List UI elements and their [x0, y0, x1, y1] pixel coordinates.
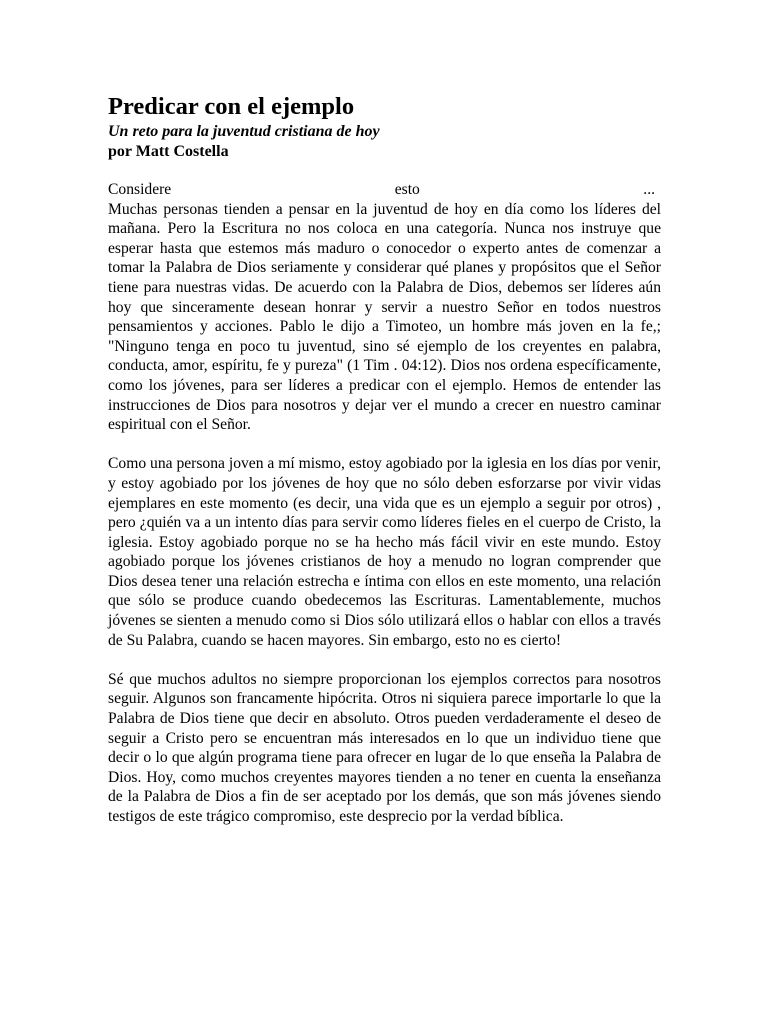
author-byline: por Matt Costella [108, 143, 229, 160]
ellipsis: ... [643, 181, 655, 198]
consider-word: Considere [108, 181, 172, 198]
document-page [108, 92, 661, 846]
paragraph-2: Como una persona joven a mí mismo, estoy agobiado por la iglesia en los días por venir, y estoy agobiado por los jóvenes de hoy que no sólo deben esforzarse por vivir vidas ejemplares en este momento (es decir, una vida que es un ejemplo a seguir por otros) , pero ¿quién va a un intento días para servir como líderes fieles en el cuerpo de Cristo, la iglesia. Estoy agobiado porque no se ha hecho más fácil vivir en este mundo. Estoy agobiado porque los jóvenes cristianos de hoy a menudo no logran comprender que Dios desea tener una relación estrecha e íntima con ellos en este momento, una relación que sólo se produce cuando obedecemos las Escrituras. Lamentablemente, muchos jóvenes se sienten a menudo como si Dios sólo utilizará ellos o hablar con ellos a través de Su Palabra, cuando se hacen mayores. Sin embargo, esto no es cierto! [108, 455, 661, 649]
consider-line [108, 180, 661, 200]
paragraph-1 [108, 180, 661, 435]
esto-word: esto [394, 181, 420, 198]
document-subtitle: Un reto para la juventud cristiana de hoy [108, 123, 380, 140]
paragraph-3: Sé que muchos adultos no siempre proporcionan los ejemplos correctos para nosotros seguir. Algunos son francamente hipócrita. Otros ni siquiera parece importarle lo que la Palabra de Dios tiene que decir en absoluto. Otros pueden verdaderamente el deseo de seguir a Cristo pero se encuentran más interesados en lo que un individuo tiene que decir o lo que algún programa tiene para ofrecer en lugar de lo que enseña la Palabra de Dios. Hoy, como muchos creyentes mayores tienden a no tener en cuenta la enseñanza de la Palabra de Dios a fin de ser aceptado por los demás, que son más jóvenes siendo testigos de este trágico compromiso, este desprecio por la verdad bíblica. [108, 670, 661, 825]
paragraph-1-text: Muchas personas tienden a pensar en la juventud de hoy en día como los líderes del mañana. Pero la Escritura no nos coloca en una categoría. Nunca nos instruye que esperar hasta que estemos más maduro o conocedor o experto antes de comenzar a tomar la Palabra de Dios seriamente y considerar qué planes y propósitos que el Señor tiene para nuestras vidas. De acuerdo con la Palabra de Dios, debemos ser líderes aún hoy que sinceramente desean honrar y servir a nuestro Señor en todos nuestros pensamientos y acciones. Pablo le dijo a Timoteo, un hombre más joven en la fe,; "Ninguno tenga en poco tu juventud, sino sé ejemplo de los creyentes en palabra, conducta, amor, espíritu, fe y pureza" (1 Tim . 04:12). Dios nos ordena específicamente, como los jóvenes, para ser líderes a predicar con el ejemplo. Hemos de entender las instrucciones de Dios para nosotros y dejar ver el mundo a crecer en nuestro caminar espiritual con el Señor. [108, 200, 661, 434]
document-title: Predicar con el ejemplo [108, 93, 355, 120]
